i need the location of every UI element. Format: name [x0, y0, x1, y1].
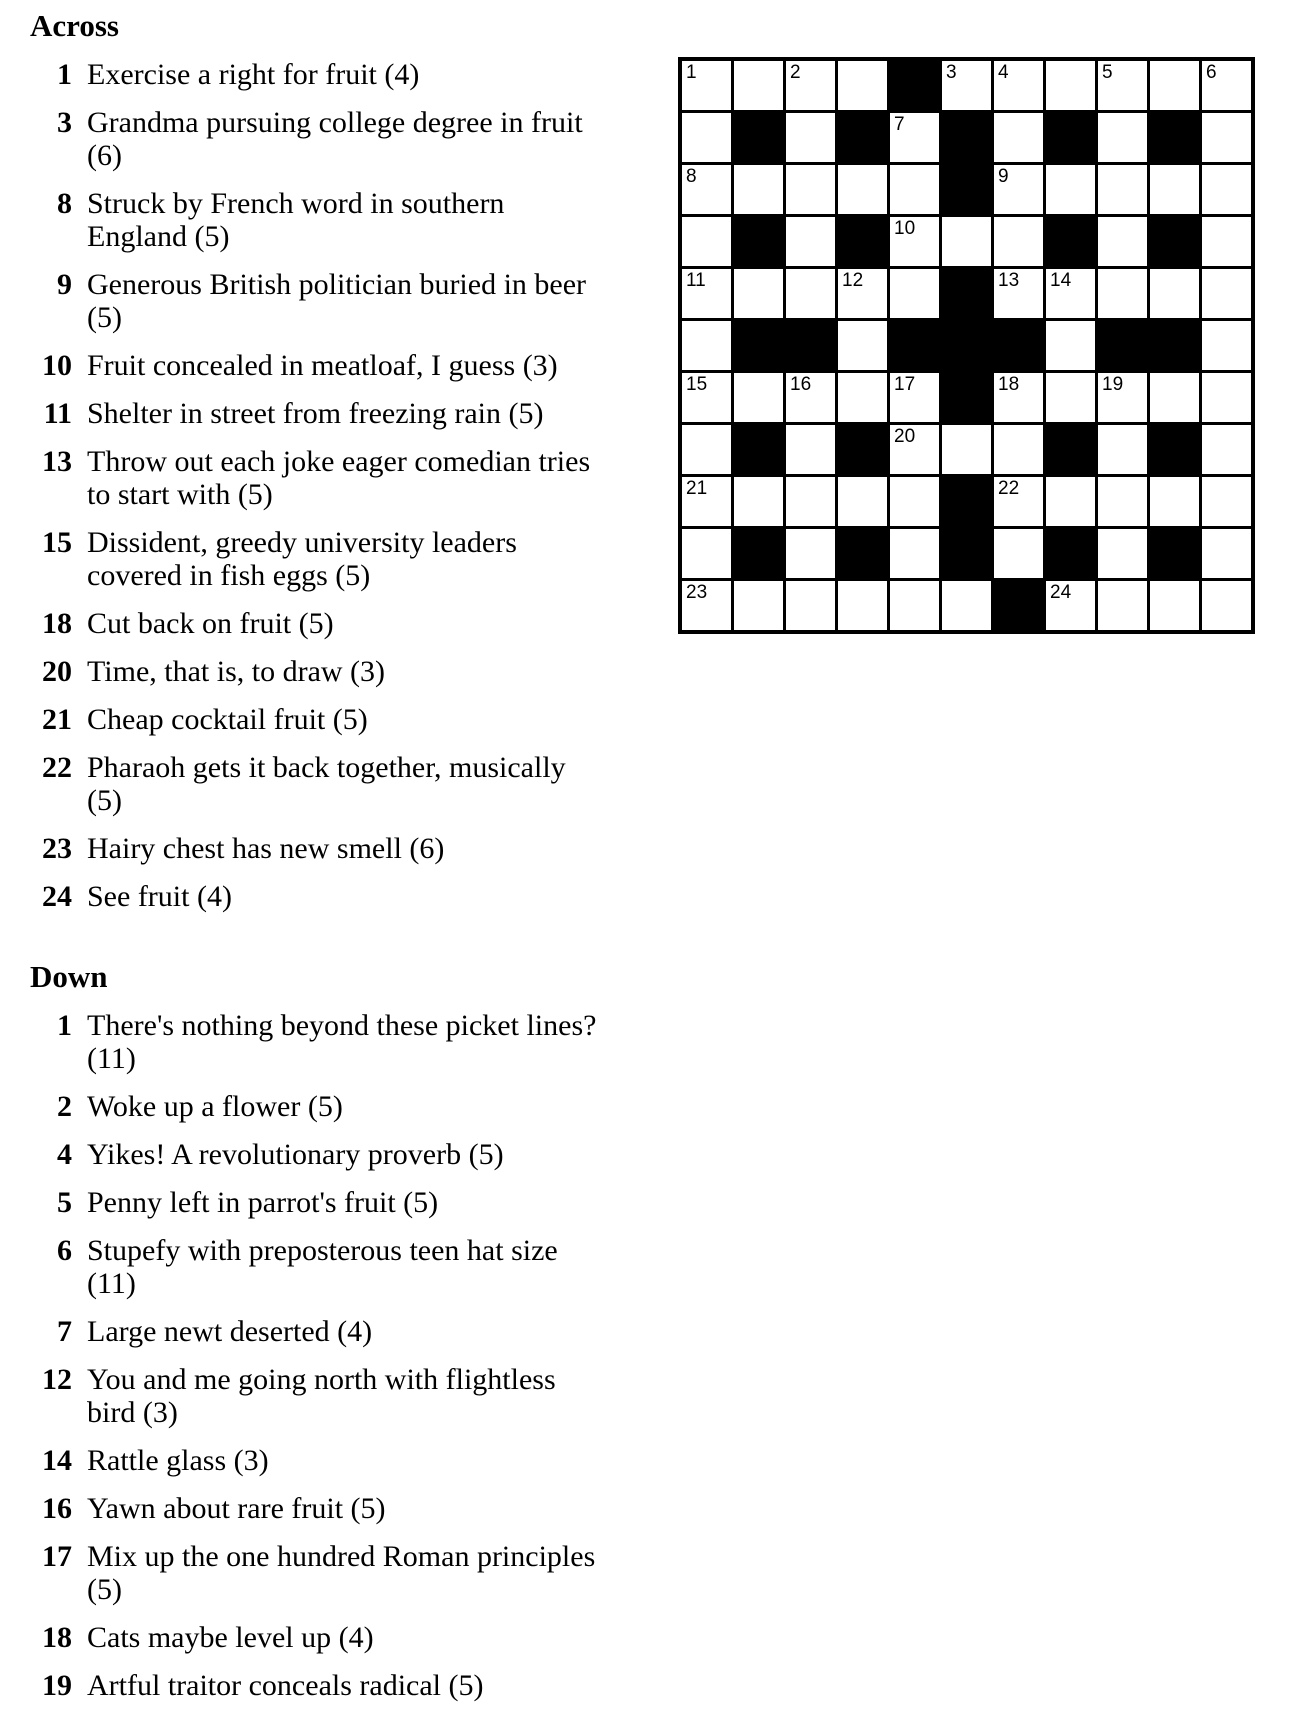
- grid-cell[interactable]: [682, 61, 731, 110]
- grid-cell[interactable]: [682, 373, 731, 422]
- grid-cell[interactable]: [1046, 61, 1095, 110]
- black-cell: [994, 581, 1043, 630]
- cell-number: 3: [946, 62, 957, 83]
- grid-cell[interactable]: [890, 217, 939, 266]
- clue-number: 10: [42, 349, 72, 382]
- clue-number: 21: [42, 703, 72, 736]
- grid-cell[interactable]: [838, 373, 887, 422]
- grid-cell[interactable]: [786, 61, 835, 110]
- cell-number: 24: [1050, 582, 1072, 603]
- grid-cell[interactable]: [786, 529, 835, 578]
- grid-cell[interactable]: [1098, 581, 1147, 630]
- grid-cell[interactable]: [994, 425, 1043, 474]
- across-clue-item: [30, 880, 640, 913]
- cell-number: 1: [686, 62, 697, 83]
- across-clue-item: [30, 349, 640, 382]
- grid-cell[interactable]: [1150, 373, 1199, 422]
- black-cell: [734, 113, 783, 162]
- clue-number: 24: [42, 880, 72, 913]
- grid-cell[interactable]: [682, 477, 731, 526]
- down-clue-item: [30, 1090, 640, 1123]
- black-cell: [734, 425, 783, 474]
- grid-cell[interactable]: [1202, 373, 1251, 422]
- grid-cell[interactable]: [838, 477, 887, 526]
- grid-cell[interactable]: [1098, 113, 1147, 162]
- across-clue-item: [30, 526, 640, 592]
- cell-number: 4: [998, 62, 1009, 83]
- grid-cell[interactable]: [1046, 581, 1095, 630]
- grid-cell[interactable]: [786, 477, 835, 526]
- cell-number: 5: [1102, 62, 1113, 83]
- grid-cell[interactable]: [1046, 373, 1095, 422]
- cell-number: 6: [1206, 62, 1217, 83]
- clue-number: 23: [42, 832, 72, 865]
- black-cell: [1046, 113, 1095, 162]
- grid-cell[interactable]: [994, 373, 1043, 422]
- grid-cell[interactable]: [890, 373, 939, 422]
- grid-cell[interactable]: [682, 217, 731, 266]
- grid-cell[interactable]: [1098, 269, 1147, 318]
- grid-cell[interactable]: [942, 581, 991, 630]
- black-cell: [1150, 425, 1199, 474]
- black-cell: [942, 529, 991, 578]
- black-cell: [734, 217, 783, 266]
- grid-cell[interactable]: [838, 165, 887, 214]
- grid-cell[interactable]: [1202, 321, 1251, 370]
- grid-cell[interactable]: [994, 529, 1043, 578]
- down-clue-item: [30, 1186, 640, 1219]
- grid-cell[interactable]: [1202, 425, 1251, 474]
- cell-number: 10: [894, 218, 916, 239]
- down-clue-item: [30, 1492, 640, 1525]
- cell-number: 13: [998, 270, 1020, 291]
- clue-number: 4: [57, 1138, 72, 1171]
- grid-cell[interactable]: [786, 269, 835, 318]
- cell-number: 17: [894, 374, 916, 395]
- grid-cell[interactable]: [890, 581, 939, 630]
- across-clue-item: [30, 751, 640, 817]
- black-cell: [1150, 321, 1199, 370]
- cell-number: 12: [842, 270, 864, 291]
- down-clue-item: [30, 1444, 640, 1477]
- grid-cell[interactable]: [994, 477, 1043, 526]
- grid-cell[interactable]: [838, 61, 887, 110]
- black-cell: [838, 217, 887, 266]
- grid-cell[interactable]: [734, 373, 783, 422]
- down-clue-item: [30, 1009, 640, 1075]
- grid-cell[interactable]: [1098, 425, 1147, 474]
- black-cell: [1046, 425, 1095, 474]
- grid-cell[interactable]: [734, 165, 783, 214]
- across-clue-item: [30, 58, 640, 91]
- clue-number: 2: [57, 1090, 72, 1123]
- across-heading: Across: [30, 8, 119, 43]
- grid-cell[interactable]: [942, 217, 991, 266]
- cell-number: 21: [686, 478, 708, 499]
- cell-number: 9: [998, 166, 1009, 187]
- grid-cell[interactable]: [734, 477, 783, 526]
- down-clue-item: [30, 1138, 640, 1171]
- clue-number: 16: [42, 1492, 72, 1525]
- cell-number: 20: [894, 426, 916, 447]
- clue-text: Pharaoh gets it back together, musically (5): [87, 751, 566, 817]
- down-clue-item: [30, 1315, 640, 1348]
- grid-cell[interactable]: [1202, 113, 1251, 162]
- cell-number: 14: [1050, 270, 1072, 291]
- clue-text: Shelter in street from freezing rain (5): [87, 397, 544, 430]
- grid-cell[interactable]: [682, 113, 731, 162]
- clue-text: Yikes! A revolutionary proverb (5): [87, 1138, 504, 1171]
- grid-cell[interactable]: [890, 425, 939, 474]
- grid-cell[interactable]: [1202, 269, 1251, 318]
- clue-text: Stupefy with preposterous teen hat size (11): [87, 1234, 558, 1300]
- clue-text: There's nothing beyond these picket lines? (11): [87, 1009, 597, 1075]
- clue-text: Time, that is, to draw (3): [87, 655, 386, 688]
- grid-cell[interactable]: [682, 581, 731, 630]
- clue-number: 1: [57, 58, 72, 91]
- cell-number: 16: [790, 374, 812, 395]
- grid-cell[interactable]: [682, 321, 731, 370]
- black-cell: [1098, 321, 1147, 370]
- clue-number: 17: [42, 1540, 72, 1573]
- down-heading: Down: [30, 959, 108, 994]
- across-clue-item: [30, 703, 640, 736]
- grid-cell[interactable]: [994, 113, 1043, 162]
- grid-cell[interactable]: [734, 581, 783, 630]
- black-cell: [734, 529, 783, 578]
- clue-text: Exercise a right for fruit (4): [87, 58, 420, 91]
- down-clue-item: [30, 1669, 640, 1702]
- clue-number: 3: [57, 106, 72, 139]
- grid-cell[interactable]: [1202, 477, 1251, 526]
- across-clue-item: [30, 397, 640, 430]
- grid-cell[interactable]: [942, 61, 991, 110]
- clue-number: 22: [42, 751, 72, 784]
- clue-text: See fruit (4): [87, 880, 232, 913]
- clue-text: Fruit concealed in meatloaf, I guess (3): [87, 349, 558, 382]
- clues-column: [30, 8, 640, 1717]
- cell-number: 7: [894, 114, 905, 135]
- grid-cell[interactable]: [838, 269, 887, 318]
- grid-cell[interactable]: [1150, 477, 1199, 526]
- grid-cell[interactable]: [838, 321, 887, 370]
- clue-number: 18: [42, 607, 72, 640]
- clue-number: 6: [57, 1234, 72, 1267]
- clue-number: 19: [42, 1669, 72, 1702]
- clue-text: Throw out each joke eager comedian tries to start with (5): [87, 445, 591, 511]
- down-clue-item: [30, 1234, 640, 1300]
- grid-cell[interactable]: [1202, 217, 1251, 266]
- black-cell: [942, 373, 991, 422]
- grid-cell[interactable]: [786, 425, 835, 474]
- grid-cell[interactable]: [1098, 165, 1147, 214]
- crossword-grid: [678, 57, 1255, 634]
- clue-text: Cut back on fruit (5): [87, 607, 334, 640]
- clue-text: Penny left in parrot's fruit (5): [87, 1186, 439, 1219]
- grid-cell[interactable]: [786, 373, 835, 422]
- grid-cell[interactable]: [890, 113, 939, 162]
- black-cell: [942, 321, 991, 370]
- grid-cell[interactable]: [1202, 581, 1251, 630]
- cell-number: 2: [790, 62, 801, 83]
- grid-cell[interactable]: [682, 165, 731, 214]
- black-cell: [1150, 113, 1199, 162]
- clue-number: 20: [42, 655, 72, 688]
- across-clue-item: [30, 607, 640, 640]
- clue-text: Grandma pursuing college degree in fruit (6): [87, 106, 583, 172]
- clue-text: Mix up the one hundred Roman principles (5): [87, 1540, 596, 1606]
- clue-number: 12: [42, 1363, 72, 1396]
- clue-text: Yawn about rare fruit (5): [87, 1492, 386, 1525]
- down-clue-item: [30, 1363, 640, 1429]
- grid-cell[interactable]: [838, 581, 887, 630]
- grid-cell[interactable]: [1098, 373, 1147, 422]
- clue-number: 7: [57, 1315, 72, 1348]
- grid-cell[interactable]: [734, 269, 783, 318]
- grid-cell[interactable]: [1046, 165, 1095, 214]
- grid-cell[interactable]: [1046, 269, 1095, 318]
- grid-cell[interactable]: [1046, 477, 1095, 526]
- grid-cell[interactable]: [1098, 529, 1147, 578]
- black-cell: [994, 321, 1043, 370]
- cell-number: 11: [686, 270, 706, 291]
- grid-cell[interactable]: [682, 529, 731, 578]
- clue-number: 15: [42, 526, 72, 559]
- grid-cell[interactable]: [1202, 61, 1251, 110]
- grid-cell[interactable]: [1150, 581, 1199, 630]
- cell-number: 19: [1102, 374, 1124, 395]
- clue-text: Rattle glass (3): [87, 1444, 269, 1477]
- grid-cell[interactable]: [942, 425, 991, 474]
- cell-number: 22: [998, 478, 1020, 499]
- black-cell: [1150, 529, 1199, 578]
- across-clue-item: [30, 832, 640, 865]
- clue-text: You and me going north with flightless bird (3): [87, 1363, 556, 1429]
- grid-cell[interactable]: [1202, 529, 1251, 578]
- grid-cell[interactable]: [890, 269, 939, 318]
- grid-cell[interactable]: [1098, 477, 1147, 526]
- clue-text: Generous British politician buried in beer (5): [87, 268, 587, 334]
- black-cell: [1150, 217, 1199, 266]
- grid-cell[interactable]: [734, 61, 783, 110]
- clue-number: 18: [42, 1621, 72, 1654]
- cell-number: 8: [686, 166, 697, 187]
- black-cell: [734, 321, 783, 370]
- grid-cell[interactable]: [890, 165, 939, 214]
- black-cell: [1046, 217, 1095, 266]
- clue-text: Cats maybe level up (4): [87, 1621, 374, 1654]
- grid-cell[interactable]: [890, 477, 939, 526]
- grid-cell[interactable]: [786, 581, 835, 630]
- clue-number: 1: [57, 1009, 72, 1042]
- black-cell: [838, 113, 887, 162]
- grid-cell[interactable]: [890, 529, 939, 578]
- across-clue-item: [30, 268, 640, 334]
- across-clue-item: [30, 655, 640, 688]
- clue-text: Struck by French word in southern England (5): [87, 187, 505, 253]
- down-clue-item: [30, 1621, 640, 1654]
- black-cell: [838, 529, 887, 578]
- grid-cell[interactable]: [994, 61, 1043, 110]
- grid-cell[interactable]: [1098, 61, 1147, 110]
- grid-cell[interactable]: [1150, 165, 1199, 214]
- clue-text: Cheap cocktail fruit (5): [87, 703, 368, 736]
- grid-cell[interactable]: [1098, 217, 1147, 266]
- down-clue-list: [30, 1009, 640, 1702]
- across-clue-item: [30, 106, 640, 172]
- clue-number: 14: [42, 1444, 72, 1477]
- across-clue-item: [30, 445, 640, 511]
- grid-cell[interactable]: [1150, 269, 1199, 318]
- grid-cell[interactable]: [994, 217, 1043, 266]
- grid-cell[interactable]: [786, 165, 835, 214]
- across-clue-list: [30, 58, 640, 913]
- clue-text: Artful traitor conceals radical (5): [87, 1669, 484, 1702]
- down-clue-item: [30, 1540, 640, 1606]
- grid-cell[interactable]: [682, 269, 731, 318]
- clue-number: 11: [43, 397, 72, 430]
- black-cell: [942, 269, 991, 318]
- grid-cell[interactable]: [994, 269, 1043, 318]
- cell-number: 15: [686, 374, 708, 395]
- black-cell: [942, 113, 991, 162]
- clue-number: 9: [57, 268, 72, 301]
- clue-number: 8: [57, 187, 72, 220]
- grid-cell[interactable]: [786, 217, 835, 266]
- cell-number: 23: [686, 582, 708, 603]
- cell-number: 18: [998, 374, 1020, 395]
- clue-text: Dissident, greedy university leaders covered in fish eggs (5): [87, 526, 517, 592]
- grid-cell[interactable]: [1202, 165, 1251, 214]
- clue-text: Large newt deserted (4): [87, 1315, 373, 1348]
- grid-cell[interactable]: [786, 113, 835, 162]
- across-clue-item: [30, 187, 640, 253]
- black-cell: [1046, 529, 1095, 578]
- grid-cell[interactable]: [682, 425, 731, 474]
- black-cell: [942, 477, 991, 526]
- black-cell: [838, 425, 887, 474]
- clue-text: Hairy chest has new smell (6): [87, 832, 445, 865]
- grid-cell[interactable]: [994, 165, 1043, 214]
- clue-number: 5: [57, 1186, 72, 1219]
- grid-cell[interactable]: [1046, 321, 1095, 370]
- clue-text: Woke up a flower (5): [87, 1090, 343, 1123]
- black-cell: [786, 321, 835, 370]
- clue-number: 13: [42, 445, 72, 478]
- black-cell: [890, 321, 939, 370]
- black-cell: [890, 61, 939, 110]
- grid-cell[interactable]: [1150, 61, 1199, 110]
- black-cell: [942, 165, 991, 214]
